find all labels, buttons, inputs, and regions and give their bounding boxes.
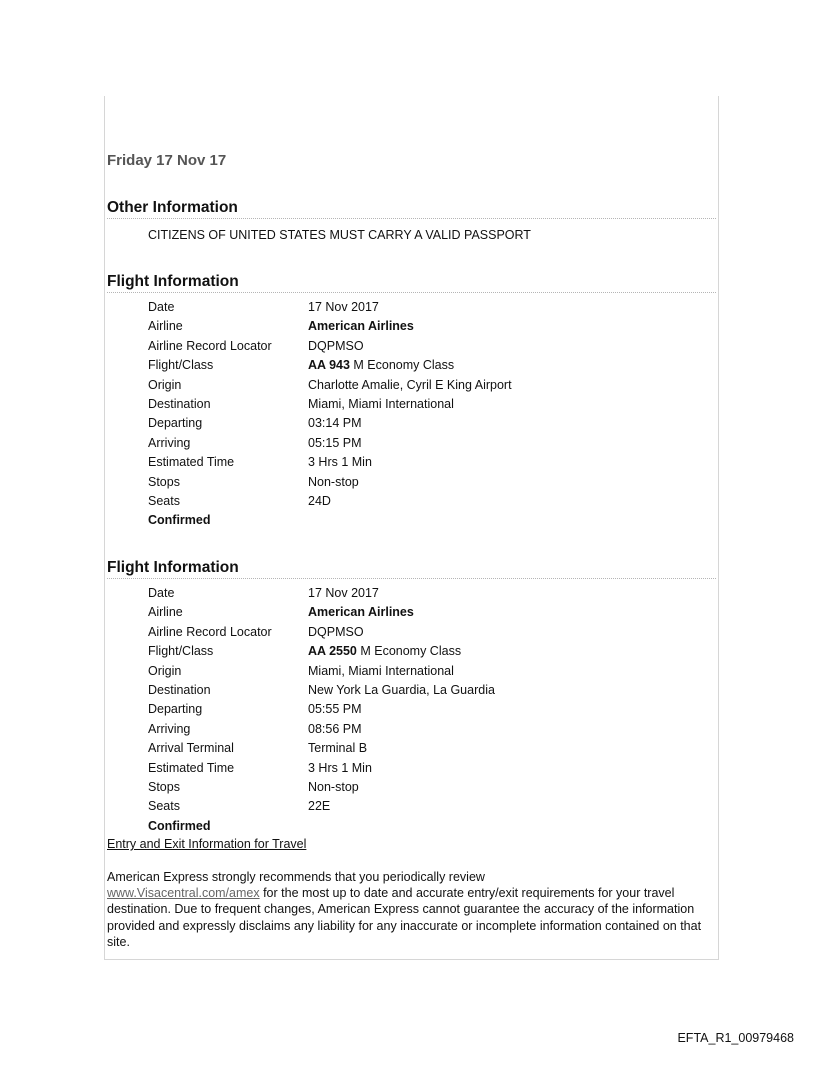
flight-information-heading-2: Flight Information [107, 558, 716, 579]
row-label: Airline [148, 319, 183, 334]
row-label: Airline Record Locator [148, 338, 272, 353]
date-heading: Friday 17 Nov 17 [107, 152, 227, 169]
flight-number: AA 2550 [308, 644, 357, 659]
row-label: Estimated Time [148, 760, 235, 775]
row-value: New York La Guardia, La Guardia [308, 682, 495, 697]
row-label: Arriving [148, 721, 191, 736]
flight-number: AA 943 [308, 358, 350, 373]
row-label: Destination [148, 396, 211, 411]
airline-name: American Airlines [308, 605, 414, 620]
disclaimer-body: for the most up to date and accurate entry/exit requirements for your travel destination. Due to frequent changes, American Express cannot guarantee the accuracy of the information provided and expressly disclaims any liability for any inaccurate or incomplete information contained on that site. [107, 886, 702, 949]
entry-exit-info-link[interactable]: Entry and Exit Information for Travel [107, 837, 307, 851]
row-label: Estimated Time [148, 455, 235, 470]
flight-class-value [308, 642, 461, 661]
row-value: 08:56 PM [308, 721, 362, 736]
row-label: Origin [148, 663, 182, 678]
row-label: Arriving [148, 435, 191, 450]
row-label: Seats [148, 493, 180, 508]
row-label: Departing [148, 702, 203, 717]
row-label: Airline [148, 605, 183, 620]
flight-information-heading-1: Flight Information [107, 272, 716, 293]
row-value: 17 Nov 2017 [308, 586, 379, 600]
row-label: Origin [148, 377, 182, 392]
row-label: Departing [148, 416, 203, 431]
row-label: Seats [148, 799, 180, 814]
row-label: Date [148, 300, 175, 314]
row-label: Destination [148, 682, 211, 697]
row-value: 3 Hrs 1 Min [308, 760, 372, 775]
row-value: 03:14 PM [308, 416, 362, 431]
row-value: DQPMSO [308, 338, 364, 353]
airline-name: American Airlines [308, 319, 414, 334]
confirmed-status: Confirmed [148, 818, 211, 833]
row-value: Terminal B [308, 741, 368, 756]
visacentral-link[interactable]: www.Visacentral.com/amex [107, 886, 260, 901]
travel-class: M Economy Class [349, 358, 455, 373]
row-label: Flight/Class [148, 358, 214, 373]
row-value: 3 Hrs 1 Min [308, 455, 372, 470]
confirmed-status: Confirmed [148, 513, 211, 528]
row-value: DQPMSO [308, 624, 364, 639]
row-value: 05:55 PM [308, 702, 362, 717]
row-value: 24D [308, 493, 331, 508]
travel-class: M Economy Class [356, 644, 462, 659]
row-value: Non-stop [308, 779, 359, 794]
row-label: Stops [148, 474, 180, 489]
document-id: EFTA_R1_00979468 [677, 1031, 794, 1045]
passport-notice: CITIZENS OF UNITED STATES MUST CARRY A VALID PASSPORT [148, 228, 531, 242]
row-value: Non-stop [308, 474, 359, 489]
row-label: Date [148, 586, 175, 600]
flight-class-value [308, 356, 454, 375]
row-label: Stops [148, 779, 180, 794]
row-value: Miami, Miami International [308, 396, 454, 411]
disclaimer-intro: American Express strongly recommends that you periodically review [107, 870, 485, 884]
entry-exit-disclaimer [107, 869, 715, 950]
row-value: 17 Nov 2017 [308, 300, 379, 314]
row-label: Arrival Terminal [148, 741, 234, 756]
row-label: Flight/Class [148, 644, 214, 659]
row-label: Airline Record Locator [148, 624, 272, 639]
row-value: Miami, Miami International [308, 663, 454, 678]
row-value: 05:15 PM [308, 435, 362, 450]
row-value: 22E [308, 799, 331, 814]
row-value: Charlotte Amalie, Cyril E King Airport [308, 377, 512, 392]
other-information-heading: Other Information [107, 198, 716, 219]
